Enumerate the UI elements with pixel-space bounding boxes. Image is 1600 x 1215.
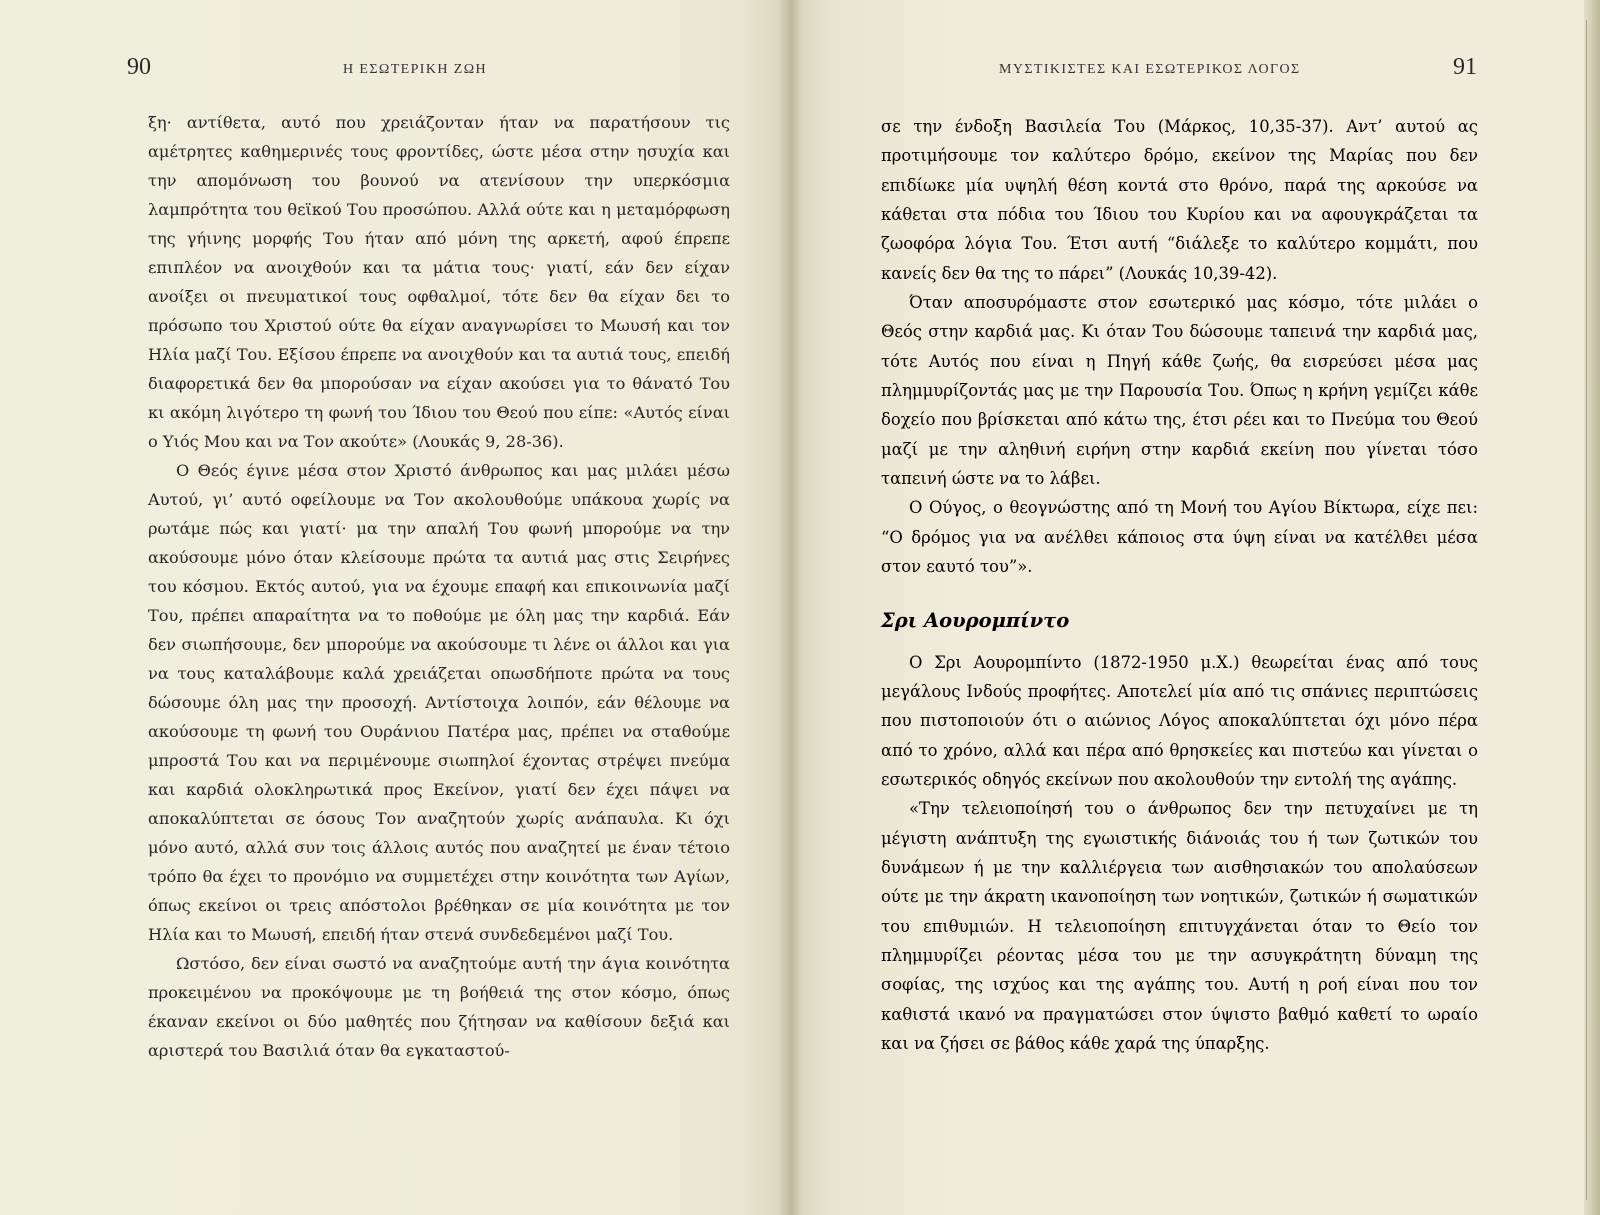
page-number-right: 91 [1453,54,1477,80]
paragraph: ξη· αντίθετα, αυτό που χρειάζονταν ήταν να παρατήσουν τις αμέτρητες καθημερινές τους φροντίδες, ώστε μέσα στην ησυχία και την απομόνωση του βουνού να ατενίσουν την υπερκόσμια λαμπρότητα του θεϊκού Του προσώπου. Αλλά ούτε και η μεταμόρφωση της γήινης μορφής Του ήταν από μόνη της αρκετή, αφού έπρεπε επιπλέον να ανοιχθούν και τα μάτια τους· γιατί, εάν δεν είχαν ανοίξει οι πνευματικοί τους οφθαλμοί, τότε δεν θα είχαν δει το πρόσωπο του Χριστού ούτε θα είχαν αναγνωρίσει το Μωυσή και τον Ηλία μαζί Του. Εξίσου έπρεπε να ανοιχθούν και τα αυτιά τους, επειδή διαφορετικά δεν θα μπορούσαν να είχαν ακούσει για το θάνατό Του κι ακόμη λιγότερο τη φωνή του Ίδιου του Θεού που είπε: «Αυτός είναι ο Υιός Μου και να Τον ακούτε» (Λουκάς 9, 28-36). [148,113,730,451]
section-heading: Σρι Αουρομπίντο [881,608,1070,632]
page-number-left: 90 [127,54,151,80]
right-page-body [881,112,1478,1058]
paragraph: Ο Σρι Αουρομπίντο (1872-1950 μ.Χ.) θεωρείται ένας από τους μεγάλους Ινδούς προφήτες. Αποτελεί μία από τις σπάνιες περιπτώσεις που πιστοποιούν ότι ο αιώνιος Λόγος αποκαλύπτεται όχι μόνο πέρα από το χρόνο, αλλά και πέρα από θρησκείες και πιστεύω και γίνεται ο εσωτερικός οδηγός εκείνων που ακολουθούν την εντολή της αγάπης. [881,652,1478,789]
paragraph: Ο Ούγος, ο θεογνώστης από τη Μονή του Αγίου Βίκτωρα, είχε πει: “Ο δρόμος για να ανέλθει κάποιος στα ύψη είναι να κατέλθει μέσα στον εαυτό του”». [881,498,1478,577]
running-head-left: Η ΕΣΩΤΕΡΙΚΗ ΖΩΗ [343,62,488,77]
paragraph: Ο Θεός έγινε μέσα στον Χριστό άνθρωπος και μας μιλάει μέσω Αυτού, γι’ αυτό οφείλουμε να Τον ακολουθούμε υπάκουα χωρίς να ρωτάμε πώς και γιατί· μα την απαλή Του φωνή μπορούμε να την ακούσουμε μόνο όταν κλείσουμε πρώτα τα αυτιά μας στις Σειρήνες του κόσμου. Εκτός αυτού, για να έχουμε επαφή και επικοινωνία μαζί Του, πρέπει απαραίτητα να το ποθούμε με όλη μας την καρδιά. Εάν δεν σιωπήσουμε, δεν μπορούμε να ακούσουμε τι λένε οι άλλοι και για να τους καταλάβουμε καλά χρειάζεται οπωσδήποτε πρώτα να τους δώσουμε όλη μας την προσοχή. Αντίστοιχα λοιπόν, εάν θέλουμε να ακούσουμε τη φωνή του Ουράνιου Πατέρα μας, πρέπει να σταθούμε μπροστά Του και να περιμένουμε σιωπηλοί έχοντας στρέψει πνεύμα και καρδιά ολοκληρωτικά προς Εκείνον, γιατί δεν έχει πάψει να αποκαλύπτεται σε όσους Τον αναζητούν χωρίς ανάπαυλα. Κι όχι μόνο αυτό, αλλά συν τοις άλλοις αυτός που αναζητεί με έναν τέτοιο τρόπο θα έχει το προνόμιο να συμμετέχει στην κοινότητα των Αγίων, όπως εκείνοι οι τρεις απόστολοι βρέθηκαν σε μία κοινότητα με τον Ηλία και το Μωυσή, επειδή ήταν στενά συνδεδεμένοι μαζί Του. [148,461,730,944]
paragraph: «Την τελειοποίησή του ο άνθρωπος δεν την πετυχαίνει με τη μέγιστη ανάπτυξη της εγωιστικής διάνοιάς του ή των ζωτικών του δυνάμεων ή με την καλλιέργεια των αισθησιακών του απολαύσεων ούτε με την άκρατη ικανοποίηση των νοητικών, ζωτικών ή σωματικών του επιθυμιών. Η τελειοποίηση επιτυγχάνεται όταν το Θείο τον πλημμυρίζει ρέοντας μέσα του με την ασυγκράτητη δύναμη της σοφίας, της ισχύος και της αγάπης του. Αυτή η ροή είναι που τον καθιστά ικανό να πραγματώσει στον ύψιστο βαθμό καθετί το ωραίο και να ζήσει σε βάθος κάθε χαρά της ύπαρξης. [881,799,1478,1053]
page-edge-line [1586,20,1587,1200]
paragraph: Ωστόσο, δεν είναι σωστό να αναζητούμε αυτή την άγια κοινότητα προκειμένου να προκόψουμε με τη βοήθειά της στον κόσμο, όπως έκαναν εκείνοι οι δύο μαθητές που ζήτησαν να καθίσουν δεξιά και αριστερά του Βασιλιά όταν θα εγκαταστού- [148,954,730,1060]
running-head-right: ΜΥΣΤΙΚΙΣΤΕΣ ΚΑΙ ΕΣΩΤΕΡΙΚΟΣ ΛΟΓΟΣ [999,62,1301,77]
paragraph: σε την ένδοξη Βασιλεία Του (Μάρκος, 10,35-37). Αντ’ αυτού ας προτιμήσουμε τον καλύτερο δρόμο, εκείνον της Μαρίας που δεν επιδίωκε μία υψηλή θέση κοντά στο θρόνο, παρά της αρκούσε να κάθεται στα πόδια του Ίδιου του Κυρίου και να αφουγκράζεται τα ζωοφόρα λόγια Του. Έτσι αυτή “διάλεξε το καλύτερο κομμάτι, που κανείς δεν θα της το πάρει” (Λουκάς 10,39-42). [881,117,1478,283]
book-spine-shadow [778,0,802,1215]
left-page-body [148,108,730,1065]
left-page [0,0,790,1215]
paragraph: Όταν αποσυρόμαστε στον εσωτερικό μας κόσμο, τότε μιλάει ο Θεός στην καρδιά μας. Κι όταν Του δώσουμε ταπεινά την καρδιά μας, τότε Αυτός που είναι η Πηγή κάθε ζωής, θα εισρεύσει μέσα μας πλημμυρίζοντάς μας με την Παρουσία Του. Όπως η κρήνη γεμίζει κάθε δοχείο που βρίσκεται από κάτω της, έτσι ρέει και το Πνεύμα του Θεού μαζί με την αληθινή ειρήνη στην καρδιά εκείνη που γίνεται τόσο ταπεινή ώστε να το λάβει. [881,293,1478,489]
